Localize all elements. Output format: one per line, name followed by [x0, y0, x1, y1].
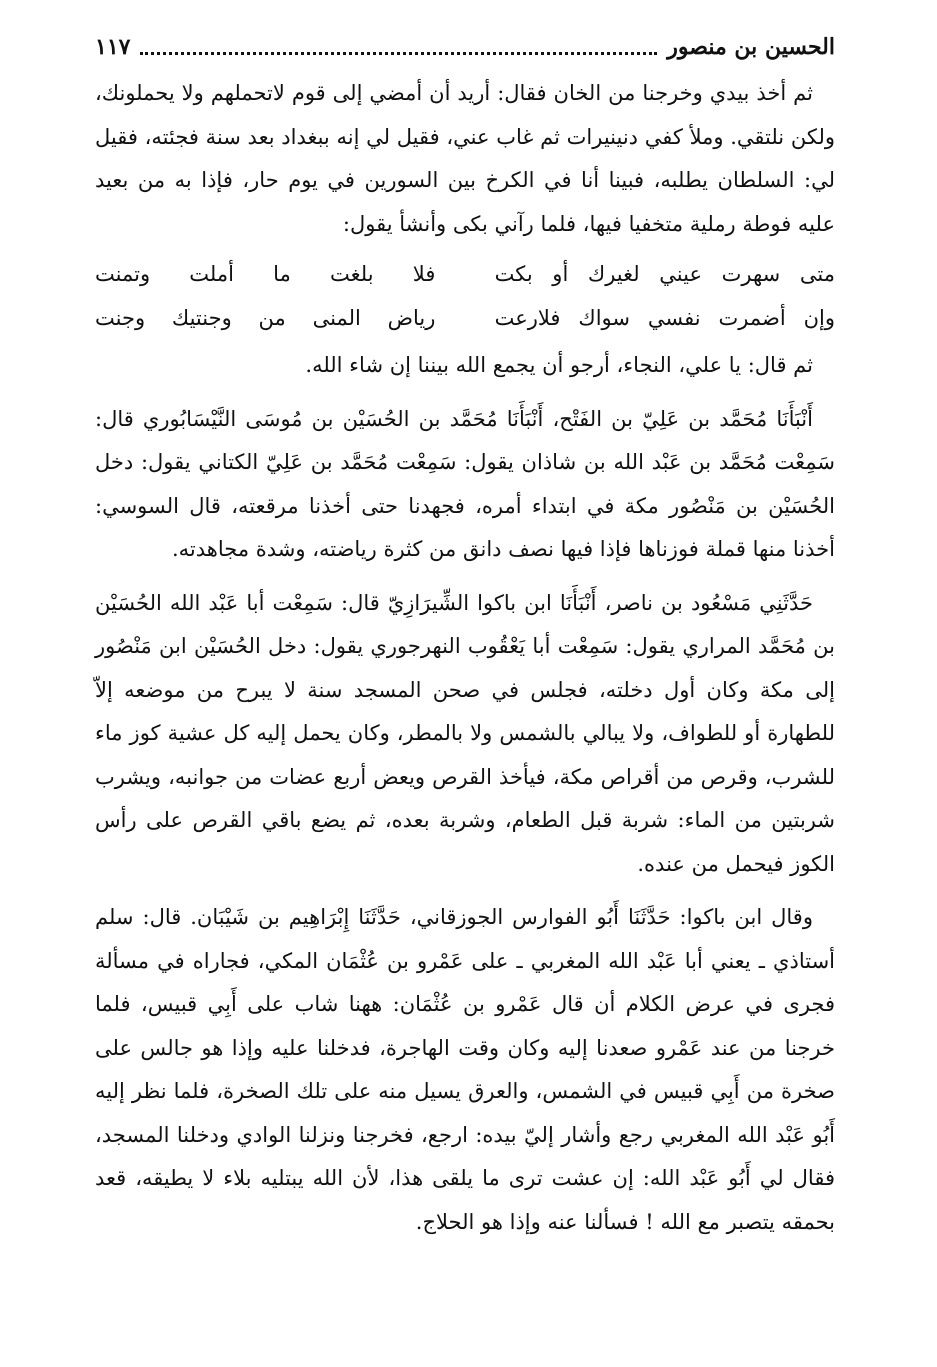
paragraph-1: ثم أخذ بيدي وخرجنا من الخان فقال: أريد أن أمضي إلى قوم لاتحملهم ولا يحملونك، ولكن نلتقي. وملأ كفي دنينيرات ثم غاب عني، فقيل لي إنه ببغداد بعد سنة فجئته، فقيل لي: السلطان يطلبه، فبينا أنا في الكرخ بين السورين في يوم حار، فإذا به من بعيد عليه فوطة رملية متخفيا فيها، فلما رآني بكى وأنشأ يقول: — [95, 81, 835, 236]
header-title: الحسين بن منصور — [667, 34, 835, 60]
running-header — [95, 30, 835, 64]
paragraph-2: ثم قال: يا علي، النجاء، أرجو أن يجمع الله بيننا إن شاء الله. — [305, 353, 813, 377]
verse-first-hemistich: وإن أضمرت نفسي سواك فلارعت — [494, 306, 835, 330]
paragraph-3: أَنْبَأَنَا مُحَمَّد بن عَلِيّ بن الفَتْح، أَنْبَأَنَا مُحَمَّد بن الحُسَيْن بن مُوسَى النَّيْسَابُوري قال: سَمِعْت مُحَمَّد بن عَبْد الله بن شاذان يقول: سَمِعْت مُحَمَّد بن عَلِيّ الكتاني يقول: دخل الحُسَيْن بن مَنْصُور مكة في ابتداء أمره، فجهدنا حتى أخذنا مرقعته، قال السوسي: أخذنا منها قملة فوزناها فإذا فيها نصف دانق من كثرة رياضته، وشدة مجاهدته. — [95, 406, 835, 561]
verse-first-hemistich: متى سهرت عيني لغيرك أو بكت — [494, 262, 835, 286]
paragraph-5: وقال ابن باكوا: حَدَّثَنَا أَبُو الفوارس الجوزقاني، حَدَّثَنَا إِبْرَاهِيم بن شَيْبَان. قال: سلم أستاذي ـ يعني أبا عَبْد الله المغربي ـ على عَمْرو بن عُثْمَان المكي، فجاراه في مسألة فجرى في عرض الكلام أن قال عَمْرو بن عُثْمَان: ههنا شاب على أَبِي قبيس، فلما خرجنا من عند عَمْرو صعدنا إليه وكان وقت الهاجرة، فدخلنا عليه وإذا هو جالس على صخرة من أَبِي قبيس في الشمس، والعرق يسيل منه على تلك الصخرة، فلما نظر إليه أَبُو عَبْد الله المغربي رجع وأشار إليّ بيده: ارجع، فخرجنا ونزلنا الوادي ودخلنا المسجد، فقال لي أَبُو عَبْد الله: إن عشت ترى ما يلقى هذا، لأن الله يبتليه بلاء لا يطيقه، قعد بحمقه يتصبر مع الله ! فسألنا عنه وإذا هو الحلاج. — [95, 905, 835, 1234]
page-number: ١١٧ — [95, 34, 131, 60]
poem — [95, 252, 835, 340]
poem-verse — [95, 252, 835, 296]
verse-second-hemistich: رياض المنى من وجنتيك وجنت — [95, 306, 436, 330]
poem-verse — [95, 296, 835, 340]
verse-second-hemistich: فلا بلغت ما أملت وتمنت — [95, 262, 436, 286]
page-body — [95, 72, 835, 1244]
header-leader-dots — [140, 52, 657, 55]
paragraph-4: حَدَّثَنِي مَسْعُود بن ناصر، أَنْبَأَنَا ابن باكوا الشِّيرَازِيّ قال: سَمِعْت أبا عَبْد الله الحُسَيْن بن مُحَمَّد المراري يقول: سَمِعْت أبا يَعْقُوب النهرجوري يقول: دخل الحُسَيْن ابن مَنْصُور إلى مكة وكان أول دخلته، فجلس في صحن المسجد سنة لا يبرح من موضعه إلاّ للطهارة أو للطواف، ولا يبالي بالشمس ولا بالمطر، وكان يحمل إليه كل عشية كوز ماء للشرب، وقرص من أقراص مكة، فيأخذ القرص ويعض أربع عضات من جوانبه، ويشرب شربتين من الماء: شربة قبل الطعام، وشربة بعده، ثم يضع باقي القرص على رأس الكوز فيحمل من عنده. — [95, 590, 835, 876]
